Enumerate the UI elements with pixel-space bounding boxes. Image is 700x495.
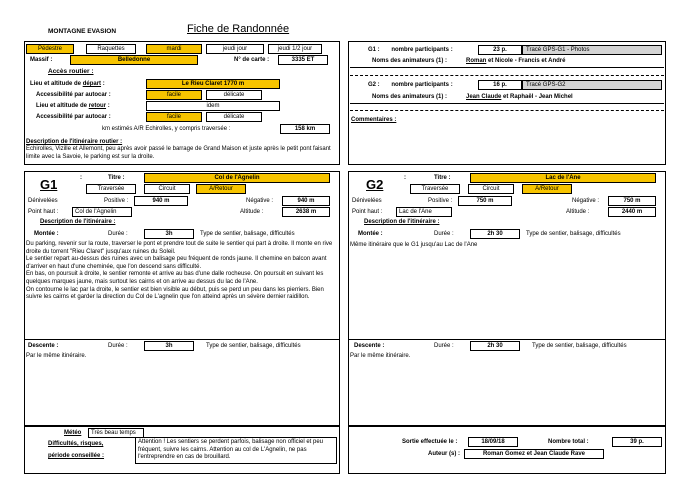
g2-colon: : xyxy=(404,175,406,181)
g2-titre: Lac de l'Ane xyxy=(470,173,656,183)
g2-label: G2 xyxy=(366,177,384,192)
access1-label: Accessibilité par autocar : xyxy=(36,92,111,98)
g2-anim-names: Jean Claude et Raphaël - Jean Michel xyxy=(466,94,573,100)
g1-haut-label: Point haut : xyxy=(28,209,59,215)
g1-duree-label: Durée : xyxy=(108,231,128,237)
g2-montee-label: Montée : xyxy=(358,231,383,237)
g2-haut-label: Point haut : xyxy=(352,209,383,215)
diff-text: Attention ! Les sentiers se perdent parfois, balisage non officiel et peu fréquent, suivre les cairns. Attention au col de L'Agnelin, ne pas l'entreprendre en cas de brouillard. xyxy=(135,437,337,464)
g1-descente-duree: 3h xyxy=(144,341,194,351)
g2-type-label: Type de sentier, balisage, difficultés xyxy=(526,231,621,237)
g2-neg-label: Négative : xyxy=(572,198,600,204)
total-value: 39 p. xyxy=(612,437,662,447)
type-pedestre: Pédestre xyxy=(26,44,74,54)
g1-alt: 2638 m xyxy=(282,207,330,217)
g1-label: G1 xyxy=(40,177,58,192)
g2-desc-text: Même itinéraire que le G1 jusqu'au Lac de l'Ane xyxy=(350,242,478,248)
g2-deniv-label: Dénivelées xyxy=(352,198,382,204)
g2-alt-label: Altitude : xyxy=(566,209,590,215)
g2-mode-aretour: A/Retour xyxy=(522,184,572,194)
g1-gps: Tracé GPS-G1 - Photos xyxy=(522,45,662,55)
day-mardi: mardi xyxy=(146,44,202,54)
g1-alt-label: Altitude : xyxy=(240,209,264,215)
g1-anim-label: Noms des animateurs (1) : xyxy=(372,58,448,64)
g2-descente-label: Descente : xyxy=(354,343,385,349)
retour-label: Lieu et altitude de retour : xyxy=(36,103,110,109)
g1-montee-duree: 3h xyxy=(144,229,194,239)
retour-value: idem xyxy=(146,101,280,111)
type-raquettes: Raquettes xyxy=(86,44,136,54)
date-label: Sortie effectuée le : xyxy=(402,439,458,445)
g1-count: 23 p. xyxy=(478,45,522,55)
day-jeudi-demi: jeudi 1/2 jour xyxy=(268,44,322,54)
g2-anim-label: Noms des animateurs (1) : xyxy=(372,94,448,100)
g1-anim-names: Roman et Nicole - Francis et André xyxy=(466,58,566,64)
date-value: 18/09/18 xyxy=(468,437,518,447)
g1-mode-traversee: Traversée xyxy=(86,184,136,194)
g2-descente-type-label: Type de sentier, balisage, difficultés xyxy=(532,343,627,349)
access2-facile: facile xyxy=(146,112,202,122)
g2-count-label: G2 : nombre participants : xyxy=(368,82,453,88)
access1-delicate: délicate xyxy=(206,90,262,100)
g1-colon: : xyxy=(80,175,82,181)
g2-mode-circuit: Circuit xyxy=(468,184,514,194)
g1-montee-label: Montée : xyxy=(34,231,59,237)
carte-value: 3335 ET xyxy=(278,55,328,65)
g1-mode-circuit: Circuit xyxy=(144,184,190,194)
diff-label-2: période conseillée : xyxy=(48,453,105,459)
g2-montee-duree: 2h 30 xyxy=(470,229,520,239)
comments-label: Commentaires : xyxy=(351,117,397,123)
g2-count: 16 p. xyxy=(478,80,522,90)
auteur-value: Roman Gomez et Jean Claude Rave xyxy=(464,449,604,459)
g1-pos-label: Positive : xyxy=(104,198,129,204)
g1-descente-text: Par le même itinéraire. xyxy=(26,353,87,359)
g2-duree-label: Durée : xyxy=(434,231,454,237)
massif-label: Massif : xyxy=(30,57,53,63)
route-desc-text: Echirolles, Vizille et Allemont, peu après avoir passé le barrage de Grand Maison et juste après le petit pont faisant limite avec la Savoie, le parking est sur la droite. xyxy=(26,146,331,160)
g1-type-label: Type de sentier, balisage, difficultés xyxy=(200,231,295,237)
g1-neg: 940 m xyxy=(282,196,330,206)
auteur-label: Auteur (s) : xyxy=(428,451,460,457)
meteo-label: Météo xyxy=(64,430,82,436)
g2-descente-text: Par le même itinéraire. xyxy=(350,353,411,359)
g2-titre-label: Titre : xyxy=(434,175,451,181)
g2-desc-title: Description de l'itinéraire : xyxy=(364,219,440,225)
g2-descente-duree-label: Durée : xyxy=(434,343,454,349)
g2-haut: Lac de l'Ane xyxy=(396,207,452,217)
acces-title: Accès routier : xyxy=(48,68,94,75)
access1-facile: facile xyxy=(146,90,202,100)
g2-neg: 750 m xyxy=(608,196,656,206)
g1-desc-title: Description de l'itinéraire : xyxy=(40,219,116,225)
g1-descente-type-label: Type de sentier, balisage, difficultés xyxy=(206,343,301,349)
g1-mode-aretour: A/Retour xyxy=(196,184,246,194)
g2-pos-label: Positive : xyxy=(428,198,453,204)
g1-count-label: G1 : nombre participants : xyxy=(368,47,453,53)
g2-mode-traversee: Traversée xyxy=(410,184,460,194)
km-label: km estimés A/R Echirolles, y compris traversée : xyxy=(102,126,231,132)
depart-label: Lieu et altitude de départ : xyxy=(30,81,105,87)
g1-titre: Col de l'Agnelin xyxy=(144,173,330,183)
g2-descente-duree: 2h 30 xyxy=(470,341,520,351)
access2-label: Accessibilité par autocar : xyxy=(36,114,111,120)
day-jeudi-jour: jeudi jour xyxy=(206,44,264,54)
page-title: Fiche de Randonnée xyxy=(187,23,290,35)
massif-value: Belledonne xyxy=(70,55,198,65)
total-label: Nombre total : xyxy=(548,439,589,445)
g2-pos: 750 m xyxy=(458,196,512,206)
g2-alt: 2440 m xyxy=(608,207,656,217)
depart-value: Le Rieu Claret 1770 m xyxy=(146,79,280,89)
g1-desc-text: Du parking, revenir sur la route, traverser le pont et prendre tout de suite le sentier qui part à droite. Il monte en rive droite du torrent "Rieu Claret" jusqu'aux ruines du Soleil. Le sentier repart au-dessus des ruines avec un balisage peu fréquent de ronds jaune. Il chemine en balcon avant d'arriver en haut d'une cheminée, que l'on descend sans difficulté. En bas, on poursuit à droite, le sentier remonte et arrive au bas d'une dalle rocheuse. On poursuit en suivant les quelques marques jaune, mais surtout les cairns et on arrive au dessus du lac de l'Ane. On contourne le lac par la droite, le sentier est bien visible au début, puis se perd un peu dans les pierriers. Bien suivre les cairns et garder la direction du Col de L'agnelin que l'on atteind après un sévère dernier raidillon. xyxy=(26,241,333,301)
meteo-value: Très beau temps xyxy=(88,428,144,438)
g1-haut: Col de l'Agnelin xyxy=(72,207,132,217)
carte-label: N° de carte : xyxy=(234,57,270,63)
route-desc-title: Description de l'itinéraire routier : xyxy=(26,139,123,145)
access2-delicate: délicate xyxy=(206,112,262,122)
g1-titre-label: Titre : xyxy=(108,175,125,181)
g2-gps: Tracé GPS-G2 xyxy=(522,80,662,90)
g1-deniv-label: Dénivelées xyxy=(28,198,58,204)
g1-neg-label: Négative : xyxy=(246,198,274,204)
diff-label-1: Difficultés, risques, xyxy=(48,441,104,447)
g1-pos: 940 m xyxy=(134,196,188,206)
g1-descente-duree-label: Durée : xyxy=(108,343,128,349)
org-name: MONTAGNE EVASION xyxy=(48,28,117,35)
km-value: 158 km xyxy=(280,124,330,134)
g1-descente-label: Descente : xyxy=(28,343,59,349)
